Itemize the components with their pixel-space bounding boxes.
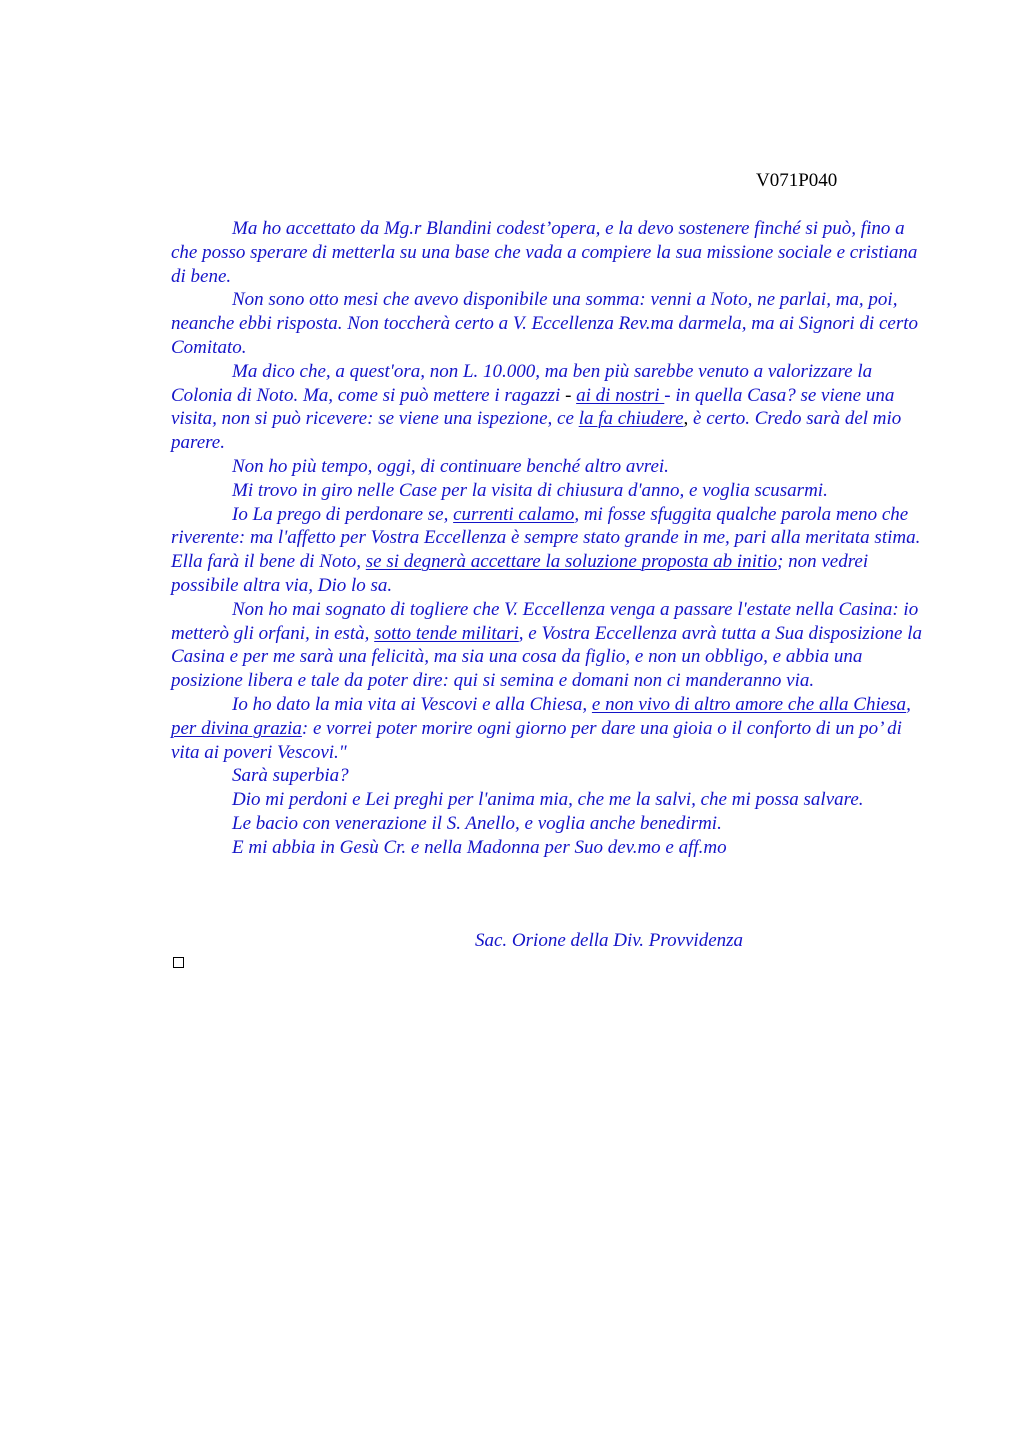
paragraph-7 bbox=[171, 598, 931, 693]
paragraph-8 bbox=[171, 693, 931, 764]
paragraph-8-text-b: , bbox=[906, 693, 911, 715]
letter-body bbox=[171, 217, 931, 860]
paragraph-11: Le bacio con venerazione il S. Anello, e voglia anche benedirmi. bbox=[232, 812, 722, 834]
paragraph-3-text-c: è certo. Credo sarà del mio parere. bbox=[171, 408, 902, 454]
paragraph-2: Non sono otto mesi che avevo disponibile una somma: venni a Noto, ne parlai, ma, poi, neanche ebbi risposta. Non toccherà certo a V. Eccellenza Rev.ma darmela, ma ai Signori di certo Comitato. bbox=[171, 289, 919, 358]
paragraph-3-comma: , bbox=[683, 408, 689, 430]
underlined-phrase: per divina grazia bbox=[171, 717, 302, 739]
paragraph-6-text-b: , mi fosse sfuggita qualche parola meno che riverente: ma l'affetto per Vostra Eccellenza è sempre stato grande in me, pari alla meritata stima. Ella farà il bene di Noto, bbox=[171, 503, 921, 573]
underlined-phrase: e non vivo di altro amore che alla Chiesa bbox=[591, 693, 907, 715]
paragraph-7-text-a: Non ho mai sognato di togliere che V. Eccellenza venga a passare l'estate nella Casina: io metterò gli orfani, in està, bbox=[171, 598, 919, 644]
paragraph-7-text-b: , e Vostra Eccellenza avrà tutta a Sua disposizione la Casina e per me sarà una felicità, ma sia una cosa da figlio, e non un obbligo, e abbia una posizione libera e tale da poter dire: qui si semina e domani non ci manderanno via. bbox=[171, 622, 922, 692]
paragraph-1: Ma ho accettato da Mg.r Blandini codest’opera, e la devo sostenere finché si può, fino a che posso sperare di metterla su una base che vada a compiere la sua missione sociale e cristiana di bene. bbox=[171, 218, 918, 287]
paragraph-3-text-b: - in quella Casa? se viene una visita, non si può ricevere: se viene una ispezione, ce bbox=[171, 384, 895, 430]
underlined-phrase: sotto tende militari bbox=[374, 622, 519, 644]
underlined-phrase: currenti calamo bbox=[453, 503, 575, 525]
underlined-phrase: ai di nostri bbox=[576, 384, 665, 406]
paragraph-5: Mi trovo in giro nelle Case per la visita di chiusura d'anno, e voglia scusarmi. bbox=[232, 479, 828, 501]
underlined-phrase: la fa chiudere bbox=[578, 408, 684, 430]
paragraph-10: Dio mi perdoni e Lei preghi per l'anima mia, che me la salvi, che mi possa salvare. bbox=[232, 789, 864, 811]
paragraph-8-text-c: : e vorrei poter morire ogni giorno per dare una gioia o il conforto di un po’ di vita ai poveri Vescovi." bbox=[171, 717, 902, 763]
paragraph-8-text-a: Io ho dato la mia vita ai Vescovi e alla Chiesa, bbox=[232, 693, 592, 715]
paragraph-9: Sarà superbia? bbox=[232, 765, 349, 787]
paragraph-3 bbox=[171, 360, 931, 455]
page-code: V071P040 bbox=[756, 170, 838, 191]
paragraph-6 bbox=[171, 503, 931, 598]
underlined-phrase: se si degnerà accettare la soluzione proposta ab initio bbox=[365, 551, 778, 573]
paragraph-6-text-c: ; non vedrei possibile altra via, Dio lo sa. bbox=[171, 551, 869, 596]
signature: Sac. Orione della Div. Provvidenza bbox=[475, 930, 744, 951]
paragraph-3-dash: - bbox=[565, 384, 577, 406]
paragraph-3-text-a: Ma dico che, a quest'ora, non L. 10.000, ma ben più sarebbe venuto a valorizzare la Colonia di Noto. Ma, come si può mettere i ragazzi bbox=[171, 360, 873, 406]
paragraph-4: Non ho più tempo, oggi, di continuare benché altro avrei. bbox=[232, 455, 669, 477]
paragraph-12: E mi abbia in Gesù Cr. e nella Madonna per Suo dev.mo e aff.mo bbox=[232, 836, 727, 858]
checkbox-square-icon bbox=[173, 957, 184, 968]
paragraph-6-text-a: Io La prego di perdonare se, bbox=[232, 503, 454, 525]
